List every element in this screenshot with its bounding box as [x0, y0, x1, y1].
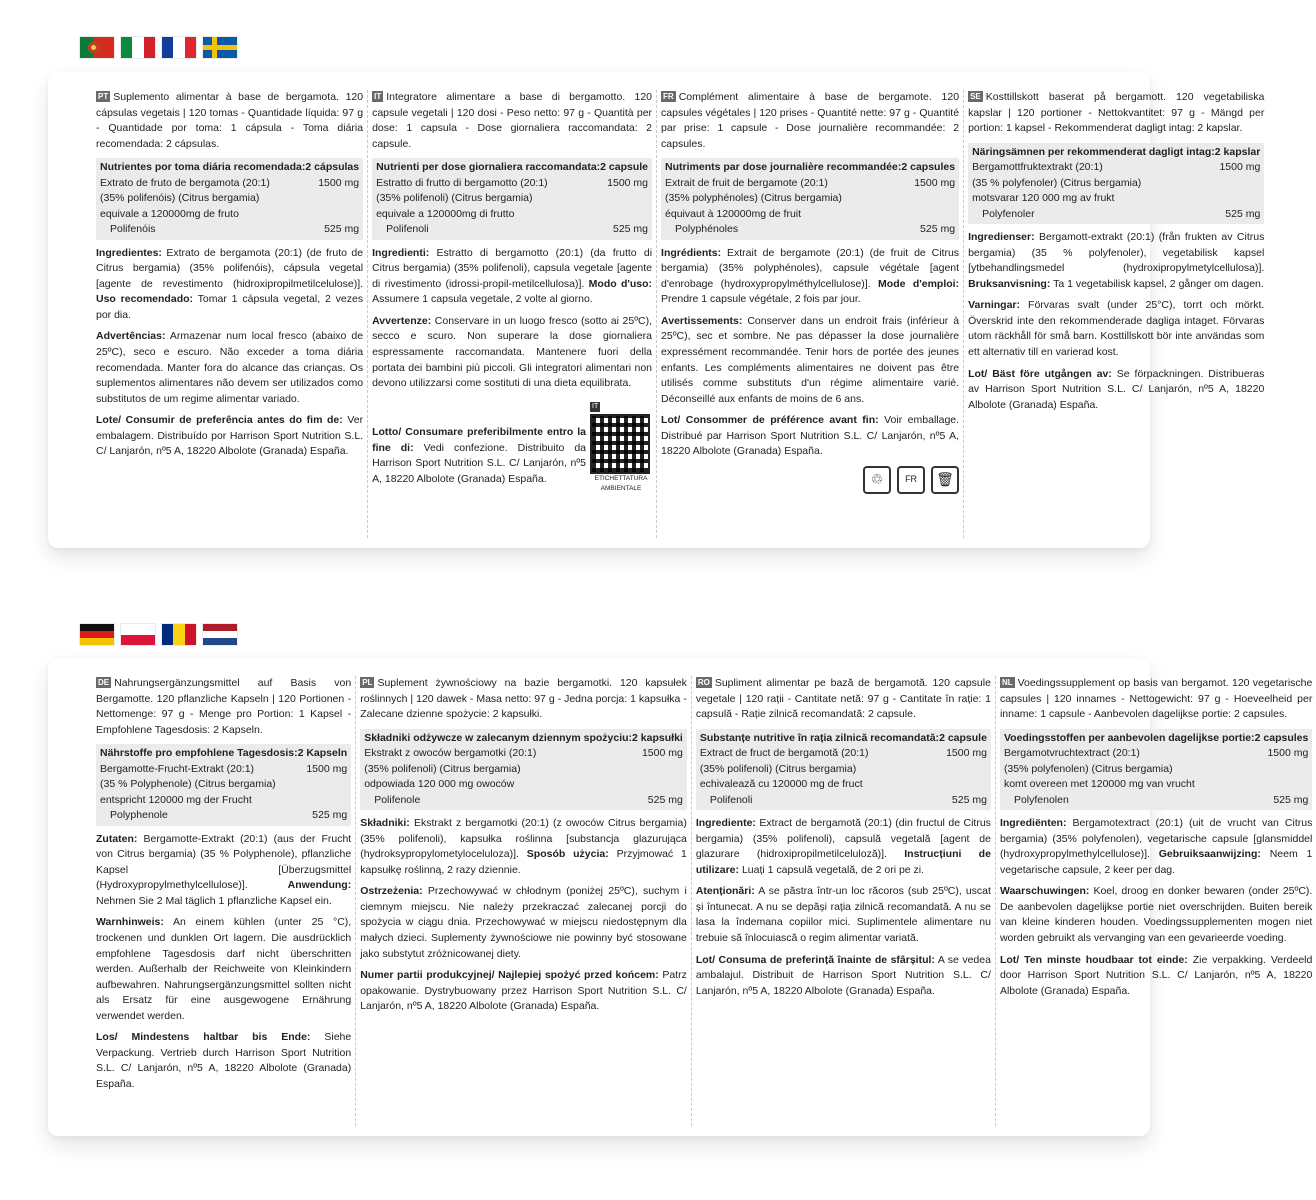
warnings-text: Förvaras svalt (under 25°C), torrt och mörkt. Överskrid inte den rekommenderade dagliga intaget. Förvaras utom räckhåll för små barn. Kosttillskott bör inte användas som ett alternativ till en varierad kost.: [968, 299, 1265, 358]
language-badge: PL: [362, 678, 373, 687]
ingredients-text: Ekstrakt z bergamotki (20:1) (z owoców Citrus bergamia) (35% polifenoli), kapsułka roślinna [substancja glazurująca (hydroksypropylometyloceluloza)].: [360, 817, 687, 861]
polyphenol-name: Polifenoli: [386, 223, 429, 236]
usage-text: Assumere 1 capsula vegetale, 2 volte al giorno.: [372, 293, 593, 306]
warnings-text: Conservare in un luogo fresco (sotto ai 25ºC), secco e scuro. Non superare la dose giornaliera espressamente raccomandata. Mantenere fuori della portata dei bambini più piccoli. Gli integratori alimentari non devono utilizzarsi come sostituti di una dieta equilibrata.: [372, 314, 653, 390]
language-badge: IT: [374, 92, 382, 101]
lot-label: Lot/ Consommer de préférence avant fin:: [661, 414, 879, 427]
ingredients-label: Ingrediente:: [695, 817, 756, 830]
italy-flag-icon: [121, 37, 155, 58]
lot-label: Lote/ Consumir de preferência antes do fim de:: [96, 414, 343, 427]
qr-code[interactable]: [590, 398, 652, 494]
extract-name: Bergamotte-Frucht-Extrakt (20:1): [100, 762, 255, 775]
usage-label: Sposób użycia:: [526, 848, 609, 861]
nutrition-dose: 2 kapsułki: [632, 731, 683, 744]
ingredients-paragraph: [661, 246, 959, 308]
warnings-text: Conserver dans un endroit frais (inférieur à 25ºC), sec et sombre. Ne pas dépasser la dose journalière expressément recommandée. Tenir hors de portée des jeunes enfants. Les compléments alimentaires ne doivent pas être utilisés comme substituts d'un régime alimentaire varié. Déconseillé aux enfants de moins de 6 ans.: [661, 314, 960, 405]
polyphenol-name: Polyphenole: [110, 809, 168, 822]
lot-text: Vedi confezione. Distribuito da Harrison Sport Nutrition S.L. C/ Lanjarón, nº5 A, 18220 Albolote (Granada) España.: [372, 441, 587, 485]
extract-value: 1500 mg: [607, 176, 649, 189]
lot-section: [96, 1030, 351, 1092]
lot-section: [360, 968, 687, 1015]
nutrition-table: [372, 158, 652, 240]
warnings-label: Avertissements:: [661, 314, 743, 327]
usage-label: Anwendung:: [287, 879, 352, 892]
germany-flag-icon: [80, 624, 114, 645]
polyphenol-value: 525 mg: [920, 223, 956, 236]
usage-label: Uso recomendado:: [96, 293, 194, 306]
extract-value: 1500 mg: [318, 176, 360, 189]
warnings-text: Armazenar num local fresco (abaixo de 25ºC), seco e escuro. Não exceder a toma diária recomendada. Manter fora do alcance das crianças. Os suplementos alimentares não devem ser utilizados como substitutos de um regime alimentar variado.: [96, 330, 364, 405]
label-panel-top: [48, 72, 1265, 548]
usage-text: Luați 1 capsulă vegetală, de 2 ori pe zi.: [741, 863, 925, 876]
ingredients-text: Bergamott-extrakt (20:1) (från frukten av Citrus bergamia) (35 % polyfenoler), vegetabilisk kapsel [ytbehandlingsmedel (hydroxipropylmetylcellulosa)].: [968, 231, 1265, 275]
language-badge: FR: [663, 92, 674, 101]
product-intro: [360, 676, 687, 723]
nutrition-header: Nährstoffe pro empfohlene Tagesdosis:: [100, 747, 298, 760]
lot-text: Patrz opakowanie. Dystrybuowany przez Harrison Sport Nutrition S.L. C/ Lanjarón, nº5 A, 18220 Albolote (Granada) España.: [360, 969, 687, 1013]
ingredients-label: Ingrediënten:: [999, 817, 1067, 830]
lot-section: [96, 413, 363, 460]
ingredients-label: Zutaten:: [96, 832, 138, 845]
lot-label: Lotto/ Consumare preferibilmente entro la fine di:: [372, 426, 587, 454]
lot-text: Zie verpakking. Verdeeld door Harrison Sport Nutrition S.L. C/ Lanjarón, nº5 A, 18220 Albolote (Granada) España.: [999, 953, 1313, 997]
polyphenol-name: Polifenole: [374, 793, 421, 806]
warnings-paragraph: [661, 314, 959, 407]
polyphenol-note: (35% polyphénoles) (Citrus bergamia): [665, 192, 842, 205]
lot-paragraph: [1000, 953, 1312, 1000]
language-badge: NL: [1001, 678, 1013, 687]
recycling-icons: [661, 466, 959, 494]
label-panel-bottom: [48, 658, 1313, 1136]
qr-code-icon: [590, 414, 650, 474]
intro-text: Nahrungsergänzungsmittel auf Basis von Bergamotte. 120 pflanzliche Kapseln | 120 Portionen - Nettomenge: 97 g - Menge pro Portion: 1 Kapsel - Empfohlene Tagesdosis: 2 Kapseln.: [96, 677, 352, 736]
fruit-equivalent: echivalează cu 120000 mg de fruct: [699, 778, 863, 791]
poland-flag-icon: [121, 624, 155, 645]
language-column-it: [368, 90, 657, 538]
polyphenol-value: 525 mg: [312, 809, 348, 822]
polyphenol-name: Polyfenolen: [1013, 793, 1069, 806]
ingredients-label: Składniki:: [360, 817, 410, 830]
nutrition-dose: 2 kapslar: [1214, 145, 1261, 158]
flags-top: [80, 37, 237, 58]
lot-paragraph: [968, 367, 1264, 414]
lot-paragraph: [696, 953, 991, 1000]
intro-text: Supliment alimentar pe bază de bergamotă. 120 capsule vegetale | 120 rații - Cantitate netă: 97 g - Cantitate în rație: 1 capsulă - Rație zilnică recomandată: 2 capsule.: [695, 677, 991, 721]
extract-name: Extrato de fruto de bergamota (20:1): [100, 176, 270, 189]
product-intro: [1000, 676, 1312, 723]
language-column-se: [964, 90, 1268, 538]
warnings-label: Advertências:: [96, 330, 166, 343]
warnings-paragraph: [968, 298, 1264, 360]
flags-bottom: [80, 624, 237, 645]
polyphenol-note: (35% polifenoli) (Citrus bergamia): [699, 762, 857, 775]
language-badge: SE: [970, 92, 981, 101]
warnings-paragraph: [96, 329, 363, 407]
nutrition-dose: 2 capsule: [600, 161, 649, 174]
polyphenol-note: (35 % polyfenoler) (Citrus bergamia): [972, 176, 1142, 189]
usage-label: Instrucțiuni de utilizare:: [695, 848, 991, 876]
netherlands-flag-icon: [203, 624, 237, 645]
usage-text: Nehmen Sie 2 Mal täglich 1 pflanzliche Kapsel ein.: [96, 894, 332, 907]
polyphenol-name: Polyphénoles: [675, 223, 739, 236]
extract-value: 1500 mg: [1219, 161, 1261, 174]
intro-text: Integratore alimentare a base di bergamotto. 120 capsule vegetali | 120 dosi - Peso netto: 97 g - Quantità per dose: 1 capsula - Dose giornaliera raccomandata: 2 capsule.: [372, 91, 653, 150]
lot-label: Lot/ Bäst före utgången av:: [968, 367, 1112, 380]
lot-section: [696, 953, 991, 1000]
polyphenol-note: (35% polifenoli) (Citrus bergamia): [364, 762, 521, 775]
ingredients-text: Extrato de bergamota (20:1) (de fruto de Citrus bergamia) (35% polifenóis), cápsula vegetal [agente de revestimento (hidroxipropilmetilcelulose)].: [96, 246, 364, 290]
fruit-equivalent: odpowiada 120 000 mg owoców: [364, 778, 515, 791]
warnings-label: Varningar:: [968, 299, 1020, 312]
ingredients-paragraph: [372, 246, 652, 308]
product-intro: [372, 90, 652, 152]
product-intro: [96, 676, 351, 738]
lot-section: [661, 413, 959, 460]
lot-label: Lot/ Ten minste houdbaar tot einde:: [999, 953, 1188, 966]
extract-value: 1500 mg: [946, 747, 987, 760]
polyphenol-value: 525 mg: [1225, 207, 1261, 220]
ingredients-label: Ingredienser:: [968, 231, 1035, 244]
ingredients-text: Estratto di bergamotto (20:1) (da frutto di Citrus bergamia) (35% polifenoli), capsula vegetale [agente di rivestimento (idrossi-propil-metilcellulosa)].: [372, 246, 653, 290]
warnings-paragraph: [1000, 884, 1312, 946]
ingredients-paragraph: [360, 816, 687, 878]
polyphenol-value: 525 mg: [951, 793, 987, 806]
fruit-equivalent: motsvarar 120 000 mg av frukt: [972, 192, 1115, 205]
warnings-paragraph: [696, 884, 991, 946]
nutrition-table: [96, 158, 363, 240]
warnings-label: Avvertenze:: [372, 314, 432, 327]
extract-name: Extract de fruct de bergamotă (20:1): [699, 747, 869, 760]
nutrition-dose: 2 Kapseln: [297, 747, 348, 760]
ingredients-text: Bergamotte-Extrakt (20:1) (aus der Frucht von Citrus bergamia) (35 % Polyphenole), pflanzliche Kapsel [Überzugsmittel (Hydroxypropylmethylcellulose)].: [96, 832, 352, 892]
language-column-pt: [92, 90, 368, 538]
nutrition-table: [360, 729, 687, 811]
intro-text: Kosttillskott baserat på bergamott. 120 vegetabiliska kapslar | 120 portioner - Nettokvantitet: 97 g - Mängd per portion: 1 kapsel - Rekommenderat dagligt intag: 2 kapslar.: [968, 91, 1265, 135]
qr-language-badge: IT: [590, 402, 600, 412]
nutrition-table: [1000, 729, 1312, 811]
polyphenol-note: (35% polyfenolen) (Citrus bergamia): [1003, 762, 1173, 775]
portugal-flag-icon: [80, 37, 114, 58]
polyphenol-name: Polifenoli: [709, 793, 753, 806]
nutrition-header: Nutriments par dose journalière recommandée:: [665, 161, 902, 174]
nutrition-header: Voedingsstoffen per aanbevolen dagelijkse portie:: [1003, 731, 1255, 744]
language-badge: DE: [98, 678, 110, 687]
nutrition-header: Substanțe nutritive în rația zilnică recomandată:: [699, 731, 940, 744]
fruit-equivalent: équivaut à 120000mg de fruit: [665, 207, 802, 220]
nutrition-table: [968, 143, 1264, 225]
language-column-ro: [692, 676, 996, 1126]
language-column-nl: [996, 676, 1316, 1126]
usage-text: Neem 1 vegetarische capsule, 2 keer per dag.: [999, 848, 1313, 876]
nutrition-header: Składniki odżywcze w zalecanym dziennym spożyciu:: [364, 731, 633, 744]
language-column-fr: [657, 90, 964, 538]
usage-text: Przyjmować 1 kapsułkę roślinną, 2 razy dziennie.: [360, 848, 687, 876]
polyphenol-value: 525 mg: [1273, 793, 1309, 806]
nutrition-table: [96, 744, 351, 826]
nutrition-dose: 2 cápsulas: [305, 161, 360, 174]
france-flag-icon: [162, 37, 196, 58]
qr-label: ETICHETTATURA AMBIENTALE: [594, 474, 648, 492]
nutrition-dose: 2 capsules: [1254, 731, 1309, 744]
lot-text: Siehe Verpackung. Vertrieb durch Harrison Sport Nutrition S.L. C/ Lanjarón, nº5 A, 18220 Albolote (Granada) España.: [96, 1031, 352, 1090]
warnings-paragraph: [372, 314, 652, 392]
warnings-text: A se păstra într-un loc răcoros (sub 25ºC), uscat și întunecat. A nu se depăși rația zilnică recomandată. A nu se lasa la îndemana copiilor mici. Suplimentele alimentare nu trebuie să înlocuiască o regim alimentar variată.: [695, 885, 991, 944]
nutrition-dose: 2 capsules: [901, 161, 956, 174]
lot-text: Se förpackningen. Distribueras av Harrison Sport Nutrition S.L. C/ Lanjarón, nº5 A, 18220 Albolote (Granada) España.: [968, 367, 1265, 411]
nutrition-header: Näringsämnen per rekommenderat dagligt intag:: [972, 145, 1215, 158]
sweden-flag-icon: [203, 37, 237, 58]
ingredients-label: Ingredienti:: [372, 246, 430, 259]
ingredients-label: Ingrédients:: [661, 246, 722, 259]
ingredients-text: Bergamotextract (20:1) (uit de vrucht van Citrus bergamia) (35% polyfenolen), vegetarische capsule [glansmiddel (hydroxypropylmethylcellulose)].: [999, 817, 1313, 861]
language-badge: RO: [697, 678, 710, 687]
usage-text: Tomar 1 cápsula vegetal, 2 vezes por dia.: [96, 293, 364, 321]
warnings-text: An einem kühlen (unter 25 °C), trockenen und dunklen Ort lagern. Die ausdrücklich empfohlene Tagesdosis darf nicht überschritten werden. Außerhalb der Reichweite von Kleinkindern aufbewahren. Nahrungsergänzungsmittel sollten nicht als Ersatz für eine ausgewogene Ernährung verwendet werden.: [96, 916, 352, 1022]
extract-value: 1500 mg: [306, 762, 348, 775]
polyphenol-note: (35 % Polyphenole) (Citrus bergamia): [100, 778, 276, 791]
intro-text: Suplemento alimentar à base de bergamota. 120 cápsulas vegetais | 120 tomas - Quantidade líquida: 97 g - Quantidade por toma: 1 cápsula - Toma diária recomendada: 2 cápsulas.: [96, 91, 364, 150]
lot-section: [968, 367, 1264, 414]
intro-text: Suplement żywnościowy na bazie bergamotki. 120 kapsułek roślinnych | 120 dawek - Masa netto: 97 g - Jedna porcja: 1 kapsułka - Zalecane dzienne spożycie: 2 kapsułki.: [360, 677, 687, 721]
warnings-label: Ostrzeżenia:: [360, 885, 423, 898]
lot-paragraph: [96, 1030, 351, 1092]
nutrition-header: Nutrienti per dose giornaliera raccomandata:: [376, 161, 601, 174]
extract-value: 1500 mg: [1267, 747, 1309, 760]
ingredients-text: Extrait de bergamote (20:1) (de fruit de Citrus bergamia) (35% polyphénoles), capsule végétale [agent d'enrobage (hydroxypropylméthylcellulose)].: [661, 246, 960, 290]
product-intro: [661, 90, 959, 152]
nutrition-table: [696, 729, 991, 811]
nutrition-header: Nutrientes por toma diária recomendada:: [100, 161, 306, 174]
polyphenol-value: 525 mg: [324, 223, 360, 236]
ingredients-paragraph: [96, 246, 363, 324]
usage-label: Modo d'uso:: [588, 277, 653, 290]
warnings-paragraph: [96, 915, 351, 1024]
lot-paragraph: [360, 968, 687, 1015]
product-intro: [96, 90, 363, 152]
language-badge: PT: [98, 92, 109, 101]
nutrition-dose: 2 capsule: [939, 731, 987, 744]
usage-text: Ta 1 vegetabilisk kapsel, 2 gånger om dagen.: [1053, 277, 1264, 290]
romania-flag-icon: [162, 624, 196, 645]
extract-name: Bergamotvruchtextract (20:1): [1003, 747, 1140, 760]
polyphenol-value: 525 mg: [613, 223, 649, 236]
usage-label: Bruksanvisning:: [968, 277, 1051, 290]
extract-name: Estratto di frutto di bergamotto (20:1): [376, 176, 548, 189]
bin-icon: 🗑: [931, 466, 959, 494]
language-column-de: [92, 676, 356, 1126]
fruit-equivalent: equivale a 120000mg de fruto: [100, 207, 239, 220]
polyphenol-name: Polifenóis: [110, 223, 156, 236]
product-intro: [696, 676, 991, 723]
warnings-label: Waarschuwingen:: [999, 885, 1090, 898]
warnings-label: Warnhinweis:: [96, 916, 164, 929]
lot-text: A se vedea ambalajul. Distribuit de Harrison Sport Nutrition S.L. C/ Lanjarón, nº5 A, 18220 Albolote (Granada) España.: [695, 953, 991, 997]
lot-paragraph: [96, 413, 363, 460]
fruit-equivalent: entspricht 120000 mg der Frucht: [100, 793, 252, 806]
ingredients-paragraph: [968, 230, 1264, 292]
extract-value: 1500 mg: [914, 176, 956, 189]
lot-label: Los/ Mindestens haltbar bis Ende:: [96, 1031, 311, 1044]
lot-label: Lot/ Consuma de preferință înainte de sfârșitul:: [695, 953, 935, 966]
language-column-pl: [356, 676, 692, 1126]
extract-name: Bergamottfruktextrakt (20:1): [972, 161, 1103, 174]
lot-text: Ver embalagem. Distribuído por Harrison Sport Nutrition S.L. C/ Lanjarón, nº5 A, 18220 Albolote (Granada) España.: [96, 414, 364, 458]
extract-name: Extrait de fruit de bergamote (20:1): [665, 176, 828, 189]
polyphenol-value: 525 mg: [647, 793, 683, 806]
ingredients-paragraph: [1000, 816, 1312, 878]
ingredients-label: Ingredientes:: [96, 246, 162, 259]
intro-text: Complément alimentaire à base de bergamote. 120 capsules végétales | 120 prises - Quantité nette: 97 g - Quantité par prise: 1 capsule - Dose journalière recommandée: 2 capsules.: [661, 91, 960, 150]
extract-name: Ekstrakt z owoców bergamotki (20:1): [364, 747, 537, 760]
lot-label: Numer partii produkcyjnej/ Najlepiej spożyć przed końcem:: [360, 969, 659, 982]
product-intro: [968, 90, 1264, 137]
usage-text: Prendre 1 capsule végétale, 2 fois par jour.: [661, 293, 861, 306]
polyphenol-note: (35% polifenóis) (Citrus bergamia): [100, 192, 260, 205]
extract-value: 1500 mg: [641, 747, 683, 760]
warnings-text: Przechowywać w chłodnym (poniżej 25ºC), suchym i ciemnym miejscu. Nie należy przekraczać zalecanej porcji do spożycia w ciągu dnia. Przechowywać w miejscu niedostępnym dla małych dzieci. Suplementy żywnościowe nie powinny być stosowane jako substytut zróżnicowanej diety.: [360, 885, 687, 960]
nutrition-table: [661, 158, 959, 240]
ingredients-paragraph: [96, 832, 351, 910]
warnings-label: Atenționări:: [695, 885, 755, 898]
fruit-equivalent: equivale a 120000mg di frutto: [376, 207, 515, 220]
ingredients-text: Extract de bergamotă (20:1) (din fructul de Citrus bergamia) (35% polifenoli), capsulă vegetală [agent de glazurare (hidroxipropilmetilceluloză)].: [695, 817, 991, 861]
fruit-equivalent: komt overeen met 120000 mg van vrucht: [1003, 778, 1195, 791]
lot-section: [1000, 953, 1312, 1000]
lot-section: [372, 398, 652, 494]
usage-label: Gebruiksaanwijzing:: [1158, 848, 1261, 861]
warnings-text: Koel, droog en donker bewaren (onder 25ºC). De aanbevolen dagelijkse portie niet overschrijden. Buiten bereik van kleine kinderen houden. Voedingssupplementen mogen niet worden gebruikt als vervanging van een gevarieerde voeding.: [999, 885, 1313, 944]
packaging-icon: FR: [897, 466, 925, 494]
lot-paragraph: [372, 425, 586, 487]
warnings-paragraph: [360, 884, 687, 962]
lot-paragraph: [661, 413, 959, 460]
intro-text: Voedingssupplement op basis van bergamot. 120 vegetarische capsules | 120 innames - Nettogewicht: 97 g - Hoeveelheid per inname: 1 capsule - Aanbevolen dagelijkse portie: 2 capsules.: [999, 677, 1313, 721]
ingredients-paragraph: [696, 816, 991, 878]
polyphenol-note: (35% polifenoli) (Citrus bergamia): [376, 192, 533, 205]
recycle-icon: ♲: [863, 466, 891, 494]
polyphenol-name: Polyfenoler: [982, 207, 1035, 220]
usage-label: Mode d'emploi:: [878, 277, 960, 290]
lot-text: Voir emballage. Distribué par Harrison Sport Nutrition S.L. C/ Lanjarón, nº5 A, 18220 Albolote (Granada) España.: [661, 414, 960, 458]
